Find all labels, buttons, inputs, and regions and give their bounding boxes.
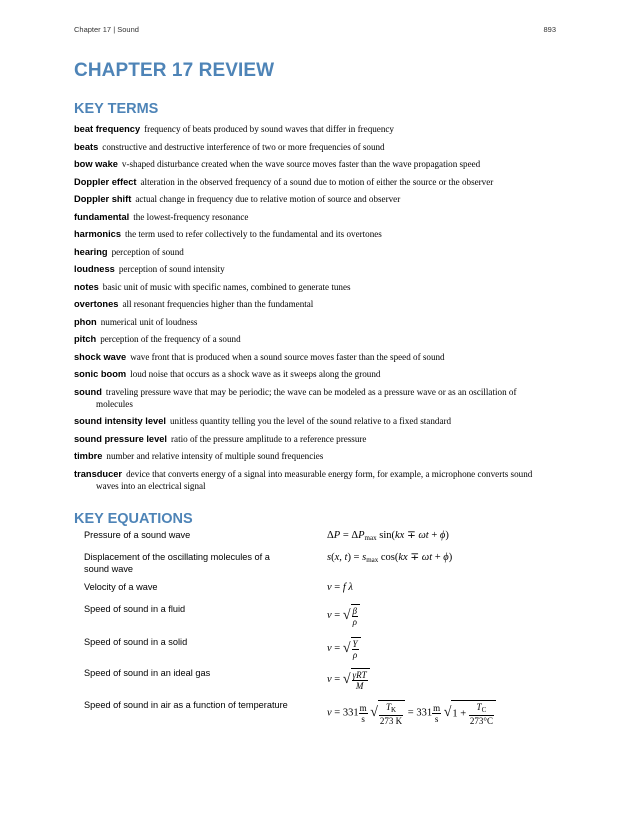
key-term-definition: alteration in the observed frequency of a sound due to motion of either the source or the observer [140,176,494,187]
key-term-entry [74,316,554,328]
key-term-entry [74,415,554,427]
key-term-entry [74,368,554,380]
key-term-entry [74,246,554,258]
key-term-entry [74,333,554,345]
key-term-entry [74,450,554,462]
key-term-entry [74,141,554,153]
chapter-label: Chapter 17 | Sound [74,25,139,34]
key-term-word: phon [74,316,97,327]
equation-label: Speed of sound in an ideal gas [84,668,211,678]
key-term-entry [74,211,554,223]
equation-displacement: s(x, $t) = s_{max}$ cos(kx ∓ ωt + ϕ) [327,552,453,564]
key-term-entry [74,298,554,310]
key-term-definition: constructive and destructive interference of two or more frequencies of sound [102,141,385,152]
key-term-definition: the term used to refer collectively to the fundamental and its overtones [125,229,382,239]
equation-label: Velocity of a wave [84,582,158,592]
key-term-word: sound [74,386,102,397]
key-term-definition: all resonant frequencies higher than the fundamental [122,299,314,309]
key-term-word: sound intensity level [74,416,166,426]
page-number: 893 [543,25,556,34]
key-term-word: Doppler shift [74,194,132,204]
key-terms-heading: KEY TERMS [74,101,159,117]
equation-label: Displacement of the oscillating molecules of a sound wave [84,552,270,574]
key-term-definition: device that converts energy of a signal into measurable energy form, for example, a microphone converts sound waves into an electrical signal [96,468,533,491]
key-term-definition: v-shaped disturbance created when the wave source moves faster than the wave propagation speed [121,159,481,169]
key-term-definition: wave front that is produced when a sound source moves faster than the speed of sound [130,351,445,362]
equation-label: Speed of sound in a fluid [84,604,186,614]
key-term-definition: numerical unit of loudness [100,316,198,327]
key-term-entry [74,433,554,445]
key-term-entry [74,193,554,205]
equation-speed-air-temperature: v = 331 $\frac{m}{s}$ √ $\frac{T_K}{273 K}$ = 331 $\frac{m}{s}$ √ 1 + $\frac{T_C}{273^\circ C}$ [327,700,496,726]
key-term-word: fundamental [74,211,130,222]
equation-velocity: v = f λ [327,582,353,593]
key-term-word: overtones [74,299,119,309]
equation-pressure: $\Delta P = \Delta P_{max}$ sin(kx ∓ ωt + ϕ) [327,530,449,542]
key-term-entry [74,386,554,410]
key-term-word: sonic boom [74,369,127,379]
equation-speed-fluid: v = √ $\frac{\beta}{\rho}$ [327,604,360,627]
key-term-entry [74,281,554,293]
equation-label: Pressure of a sound wave [84,530,191,540]
key-term-entry [74,228,554,240]
key-term-definition: perception of sound [111,246,184,257]
key-term-definition: unitless quantity telling you the level of the sound relative to a fixed standard [169,416,452,426]
key-term-word: hearing [74,246,108,257]
key-term-entry [74,351,554,363]
key-term-entry [74,176,554,188]
key-term-definition: the lowest-frequency resonance [133,211,249,222]
equation-speed-ideal-gas: v = √ $\frac{\text{γRT}}{M}$ [327,668,370,691]
key-term-word: bow wake [74,159,118,169]
running-header [74,25,556,34]
key-term-definition: frequency of beats produced by sound waves that differ in frequency [144,124,394,134]
key-term-definition: perception of sound intensity [118,264,225,274]
equation-label: Speed of sound in a solid [84,637,188,647]
equation-label: Speed of sound in air as a function of temperature [84,700,288,710]
key-term-definition: actual change in frequency due to relative motion of source and observer [135,194,401,204]
equation-speed-solid: v = √ $\frac{Y}{\rho}$ [327,637,361,660]
key-term-word: Doppler effect [74,176,137,187]
key-term-entry [74,263,554,275]
key-term-word: harmonics [74,229,122,239]
key-term-definition: traveling pressure wave that may be periodic; the wave can be modeled as a pressure wave or as an oscillation of molecules [96,386,517,409]
key-equations-heading: KEY EQUATIONS [74,511,193,527]
key-term-entry [74,123,554,135]
page-title: CHAPTER 17 REVIEW [74,60,275,81]
key-term-definition: loud noise that occurs as a shock wave as it sweeps along the ground [130,369,381,379]
key-term-word: notes [74,281,99,292]
key-term-entry [74,158,554,170]
key-term-word: shock wave [74,351,127,362]
key-term-word: transducer [74,468,123,479]
key-terms-list [74,123,554,497]
key-term-definition: perception of the frequency of a sound [100,334,241,344]
key-term-definition: ratio of the pressure amplitude to a reference pressure [171,433,367,444]
key-term-word: beats [74,141,99,152]
key-term-definition: number and relative intensity of multiple sound frequencies [106,451,324,461]
key-term-word: beat frequency [74,124,141,134]
key-term-word: loudness [74,264,115,274]
key-term-definition: basic unit of music with specific names, combined to generate tunes [102,281,351,292]
key-term-entry [74,468,554,492]
key-term-word: pitch [74,334,97,344]
key-term-word: timbre [74,451,103,461]
key-term-word: sound pressure level [74,433,168,444]
